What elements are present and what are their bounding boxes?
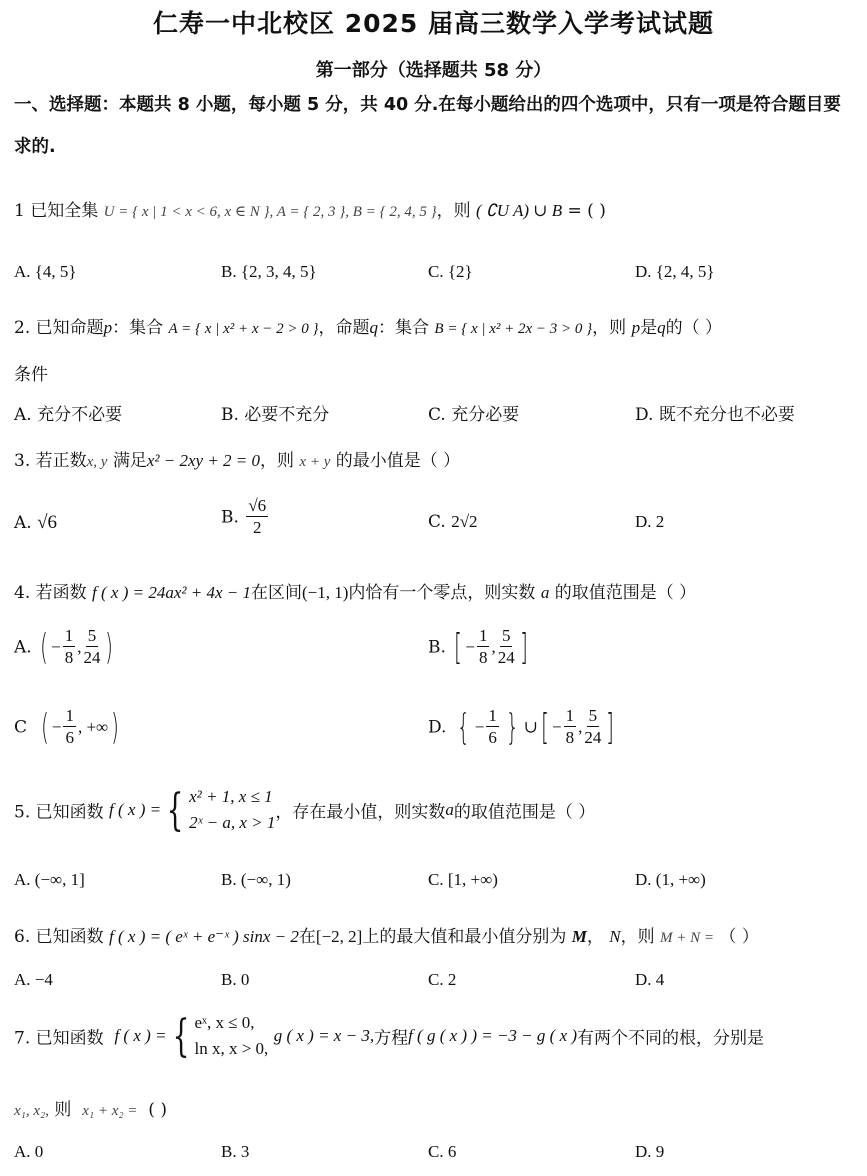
- q6-mid3: ，则: [620, 927, 655, 947]
- q1-option-a[interactable]: A. {4, 5}: [14, 262, 77, 281]
- q3-option-b-fraction: $\frac{√6}{2}$: [248, 496, 267, 537]
- q3-option-d[interactable]: D. 2: [635, 512, 665, 531]
- q3-option-b[interactable]: B. $\frac{√6}{2}$: [221, 496, 267, 537]
- q2-set-b: B = { x | x² + 2x − 3 > 0 }: [434, 321, 593, 337]
- q3-expr: x + y: [299, 454, 331, 470]
- q7-option-d[interactable]: D. 9: [635, 1142, 665, 1161]
- q3-lead: 3. 若正数: [14, 451, 87, 471]
- question-7: 7. 已知函数 f ( x ) = { eˣ, x ≤ 0, ln x, x > 0, g ( x ) = x − 3,方程f ( g ( x ) ) = −3 − g ( x )有两个不同的根，分别是: [14, 1010, 765, 1062]
- q2-mid5: 是: [640, 318, 658, 338]
- q6-option-b[interactable]: B. 0: [221, 970, 250, 989]
- q4-option-a[interactable]: A. ( − $\frac{1}{8}$ , $\frac{5}{24}$ ): [14, 626, 114, 668]
- q7-expr: x₁ + x₂ =: [82, 1103, 138, 1119]
- q7-option-a[interactable]: A. 0: [14, 1142, 44, 1161]
- q2-mid2: ，命题: [318, 318, 370, 338]
- q6-interval: [−2, 2]: [315, 927, 363, 946]
- q1-option-b[interactable]: B. {2, 3, 4, 5}: [221, 262, 317, 281]
- q6-M: M: [571, 927, 587, 946]
- q4-a: a: [540, 583, 550, 602]
- q4-interval: (−1, 1): [301, 583, 349, 602]
- q3-tail: 的最小值是（ ）: [335, 451, 461, 471]
- q1-set-b: , B = { 2, 4, 5 }: [345, 204, 437, 220]
- question-3: [14, 446, 460, 471]
- q5-lead: 5. 已知函数: [14, 802, 104, 823]
- q7-cases: eˣ, x ≤ 0, ln x, x > 0,: [194, 1013, 269, 1058]
- q2-option-d[interactable]: D. 既不充分也不必要: [635, 405, 795, 425]
- q5-option-d[interactable]: D. (1, +∞): [635, 870, 706, 889]
- q7-option-b[interactable]: B. 3: [221, 1142, 250, 1161]
- q7-tail: ( ): [148, 1100, 167, 1120]
- q5-cases: x² + 1, x ≤ 1 2ˣ − a, x > 1: [189, 787, 276, 832]
- question-2: [14, 313, 722, 338]
- q4-option-c[interactable]: C ( − $\frac{1}{6}$ , +∞): [14, 706, 120, 748]
- q4-option-d[interactable]: D. { − $\frac{1}{6}$ } ∪[ − $\frac{1}{8}$ , $\frac{5}{24}$ ]: [428, 706, 615, 748]
- q6-mid2: 上的最大值和最小值分别为: [362, 927, 567, 947]
- q4-mid1: 在区间: [250, 583, 302, 603]
- question-1: [14, 196, 606, 221]
- q2-option-b[interactable]: B. 必要不充分: [221, 405, 330, 425]
- q7-continuation: [14, 1095, 167, 1120]
- q1-option-d[interactable]: D. {2, 4, 5}: [635, 262, 715, 281]
- q6-function: f ( x ) = ( eˣ + e⁻ˣ ) sinx − 2: [109, 927, 299, 946]
- q1-set-u: U = { x | 1 < x < 6, x ∈ N }: [103, 204, 270, 220]
- q2-option-a[interactable]: A. 充分不必要: [14, 405, 123, 425]
- q1-set-a: , A = { 2, 3 }: [269, 204, 346, 220]
- q2-mid3: ：集合: [378, 318, 430, 338]
- q6-expr: M + N =: [660, 930, 715, 946]
- q7-mid2: 有两个不同的根，分别是: [577, 1028, 765, 1049]
- q2-p: p: [103, 318, 113, 337]
- q1-ask: ，则: [436, 201, 471, 221]
- q5-option-b[interactable]: B. (−∞, 1): [221, 870, 291, 889]
- part-subtitle: 第一部分（选择题共 58 分）: [315, 60, 552, 81]
- q7-function: f ( x ) =: [114, 1026, 167, 1045]
- q7-g: g ( x ) = x − 3,: [273, 1026, 375, 1045]
- q1-tail: = ( ): [567, 201, 606, 221]
- q5-tail: 的取值范围是（ ）: [453, 802, 596, 823]
- q4-option-b[interactable]: B. [ − $\frac{1}{8}$ , $\frac{5}{24}$ ]: [428, 626, 528, 668]
- page-title: 仁寿一中北校区 2025 届高三数学入学考试试题: [153, 9, 714, 38]
- section-instructions: 一、选择题：本题共 8 小题，每小题 5 分，共 40 分.在每小题给出的四个选项中，只有一项是符合题目要求的.: [14, 95, 841, 157]
- q2-set-a: A = { x | x² + x − 2 > 0 }: [168, 321, 319, 337]
- q1-option-c[interactable]: C. {2}: [428, 262, 473, 281]
- q2-p-again: p: [631, 318, 641, 337]
- question-5: 5. 已知函数 f ( x ) = { x² + 1, x ≤ 1 2ˣ − a, x > 1 ，存在最小值，则实数a的取值范围是（ ）: [14, 784, 596, 836]
- q2-q-again: q: [657, 318, 666, 337]
- q3-option-c[interactable]: C. 2√2: [428, 512, 478, 532]
- q3-mid1: 满足: [112, 451, 147, 471]
- q2-lead: 2. 已知命题: [14, 318, 104, 338]
- q7-roots: x₁, x₂,: [14, 1103, 49, 1119]
- q4-tail: 的取值范围是（ ）: [554, 583, 697, 603]
- q2-mid4: ，则: [592, 318, 627, 338]
- q2-q: q: [369, 318, 379, 337]
- q5-function: f ( x ) =: [109, 800, 162, 819]
- q5-option-c[interactable]: C. [1, +∞): [428, 870, 498, 889]
- q7-equation: f ( g ( x ) ) = −3 − g ( x ): [408, 1026, 578, 1045]
- q3-equation: x² − 2xy + 2 = 0: [146, 451, 261, 470]
- q3-option-c-value: 2√2: [451, 512, 478, 531]
- q7-option-c[interactable]: C. 6: [428, 1142, 457, 1161]
- q6-option-d[interactable]: D. 4: [635, 970, 665, 989]
- q6-mid1: 在: [298, 927, 316, 947]
- q1-expr: ( ∁U A) ∪ B: [476, 201, 563, 220]
- q5-mid: ，存在最小值，则实数: [275, 802, 446, 823]
- q7-lead: 7. 已知函数: [14, 1028, 104, 1049]
- q5-a: a: [445, 800, 454, 819]
- q2-continuation: 条件: [14, 365, 48, 385]
- q6-lead: 6. 已知函数: [14, 927, 104, 947]
- question-4: [14, 578, 696, 603]
- q3-mid2: ，则: [260, 451, 295, 471]
- q6-option-a[interactable]: A. −4: [14, 970, 53, 989]
- q6-tail: （ ）: [719, 927, 759, 947]
- question-6: 6. 已知函数 f ( x ) = ( eˣ + e⁻ˣ ) sinx − 2在[−2, 2]上的最大值和最小值分别为 M， N，则 M + N = （ ）: [14, 927, 759, 947]
- q2-mid1: ：集合: [112, 318, 164, 338]
- q4-function: f ( x ) = 24ax² + 4x − 1: [92, 583, 251, 602]
- q5-option-a[interactable]: A. (−∞, 1]: [14, 870, 85, 889]
- q7-mid3: 则: [54, 1100, 72, 1120]
- q3-option-a-value: √6: [37, 512, 58, 533]
- q4-lead: 4. 若函数: [14, 583, 87, 603]
- q6-option-c[interactable]: C. 2: [428, 970, 457, 989]
- q6-N: N: [609, 927, 621, 946]
- q3-option-a[interactable]: A. √6: [14, 512, 58, 533]
- q4-mid2: 内恰有一个零点，则实数: [348, 583, 536, 603]
- q1-lead: 1 已知全集: [14, 201, 99, 221]
- q3-vars: x, y: [86, 454, 108, 470]
- q7-mid1: 方程: [374, 1028, 409, 1049]
- q2-tail: 的（ ）: [665, 318, 722, 338]
- q2-option-c[interactable]: C. 充分必要: [428, 405, 520, 425]
